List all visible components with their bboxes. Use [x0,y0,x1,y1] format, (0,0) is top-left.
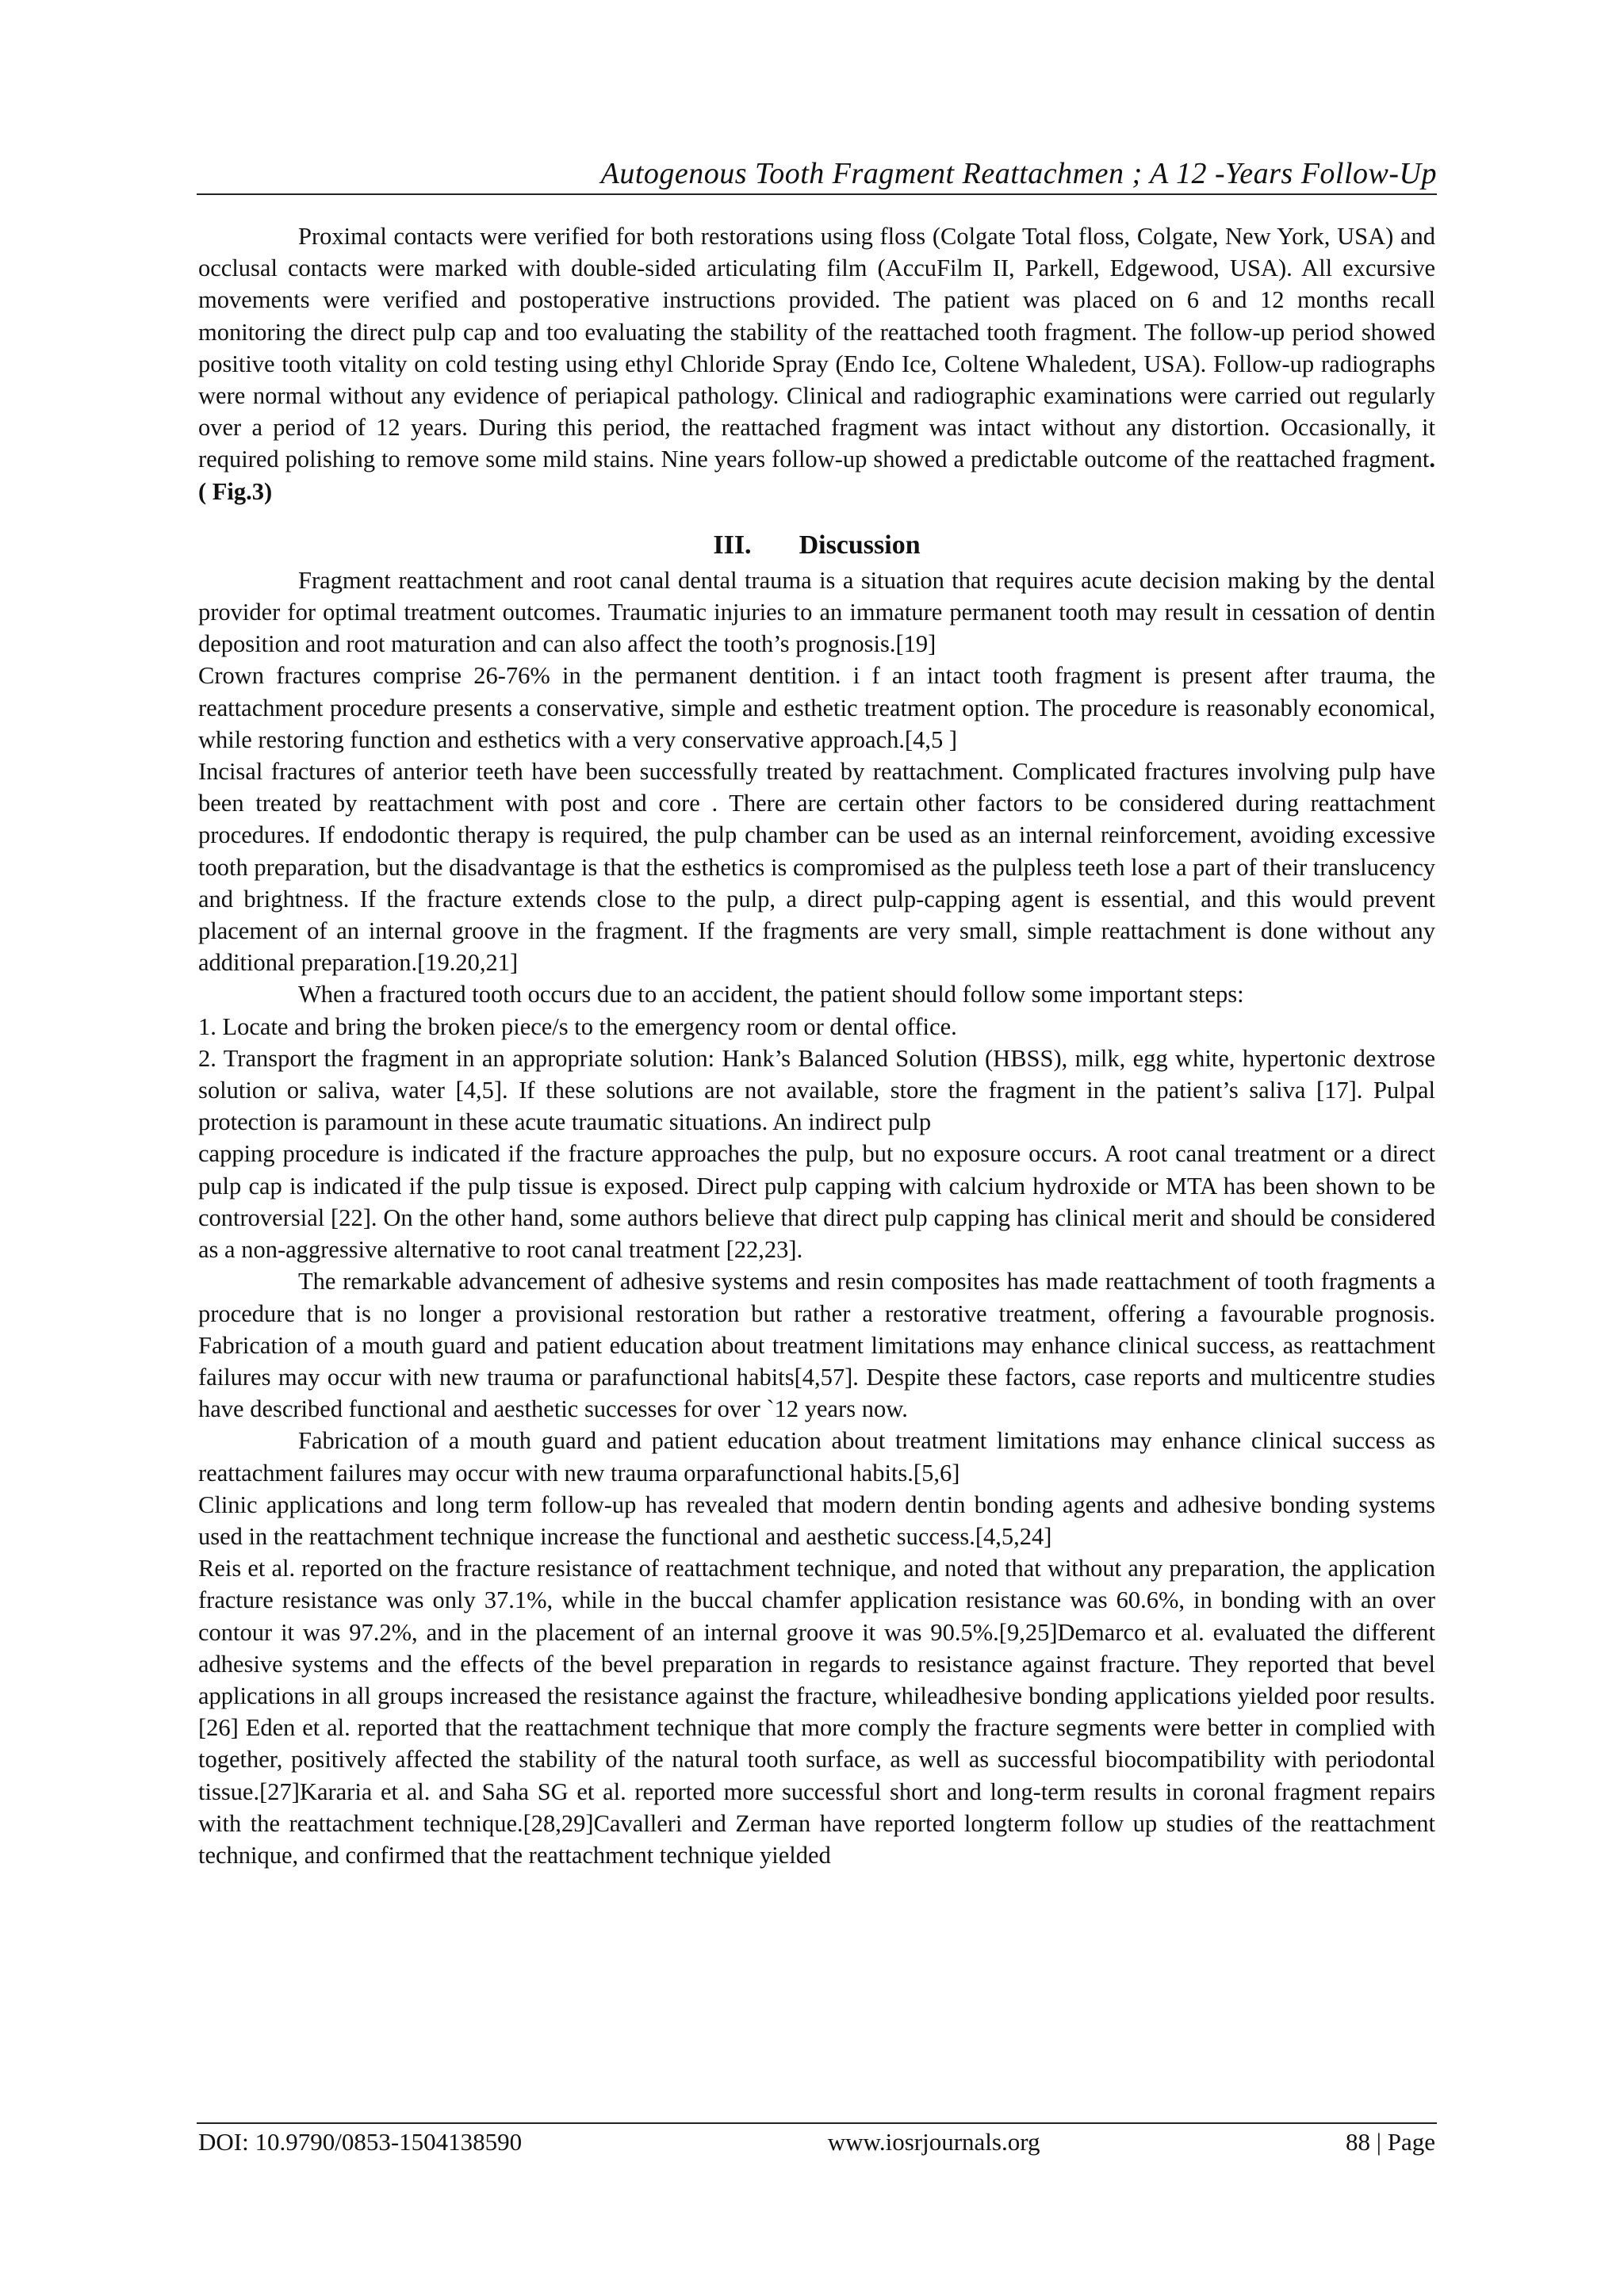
footer-rule [197,2122,1437,2124]
header-rule [197,193,1437,195]
paragraph: Crown fractures comprise 26-76% in the permanent dentition. i f an intact tooth fragment is present after trauma, the reattachment procedure presents a conservative, simple and esthetic treatment option. The procedure is reasonably economical, while restoring function and esthetics with a very conservative approach.[4,5 ] [198,662,1435,753]
paragraph: capping procedure is indicated if the fracture approaches the pulp, but no exposure occurs. A root canal treatment or a direct pulp cap is indicated if the pulp tissue is exposed. Direct pulp capping with calcium hydroxide or MTA has been shown to be controversial [22]. On the other hand, some authors believe that direct pulp capping has clinical merit and should be considered as a non-aggressive alternative to root canal treatment [22,23]. [198,1140,1435,1264]
paragraph: Clinic applications and long term follow-up has revealed that modern dentin bonding agents and adhesive bonding systems used in the reattachment technique increase the functional and aesthetic success.[4,5,24] [198,1490,1435,1550]
article-body [198,220,1435,1871]
page-footer [198,2126,1435,2158]
section-heading [198,530,1435,561]
paragraph: The remarkable advancement of adhesive systems and resin composites has made reattachment of tooth fragments a procedure that is no longer a provisional restoration but rather a restorative treatment, offering a favourable prognosis. Fabrication of a mouth guard and patient education about treatment limitations may enhance clinical success, as reattachment failures may occur with new trauma or parafunctional habits[4,57]. Despite these factors, case reports and multicentre studies have described functional and aesthetic successes for over `12 years now. [198,1268,1435,1423]
paragraph: When a fractured tooth occurs due to an accident, the patient should follow some important steps: [298,981,1244,1008]
paragraph-text: Proximal contacts were verified for both restorations using floss (Colgate Total floss, Colgate, New York, USA) and occlusal contacts were marked with double-sided articulating film (AccuFilm II, Parkell, Edgewood, USA). All excursive movements were verified and postoperative instructions provided. The patient was placed on 6 and 12 months recall monitoring the direct pulp cap and too evaluating the stability of the reattached tooth fragment. The follow-up period showed positive tooth vitality on cold testing using ethyl Chloride Spray (Endo Ice, Coltene Whaledent, USA). Follow-up radiographs were normal without any evidence of periapical pathology. Clinical and radiographic examinations were carried out regularly over a period of 12 years. During this period, the reattached fragment was intact without any distortion. Occasionally, it required polishing to remove some mild stains. Nine years follow-up showed a predictable outcome of the reattached fragment [198,223,1435,473]
page-number: 88 | Page [1346,2128,1435,2156]
paragraph: Fragment reattachment and root canal dental trauma is a situation that requires acute decision making by the dental provider for optimal treatment outcomes. Traumatic injuries to an immature permanent tooth may result in cessation of dentin deposition and root maturation and can also affect the tooth’s prognosis.[19] [198,566,1435,658]
paragraph-followup [198,220,1435,507]
list-item: 1. Locate and bring the broken piece/s to the emergency room or dental office. [198,1012,957,1040]
section-title: Discussion [799,530,921,560]
paragraph: Incisal fractures of anterior teeth have been successfully treated by reattachment. Complicated fractures involving pulp have been treated by reattachment with post and core . There are certain other factors to be considered during reattachment procedures. If endodontic therapy is required, the pulp chamber can be used as an internal reinforcement, avoiding excessive tooth preparation, but the disadvantage is that the esthetics is compromised as the pulpless teeth lose a part of their translucency and brightness. If the fracture extends close to the pulp, a direct pulp-capping agent is essential, and this would prevent placement of an internal groove in the fragment. If the fragments are very small, simple reattachment is done without any additional preparation.[19.20,21] [198,758,1435,977]
doi-text: DOI: 10.9790/0853-1504138590 [198,2128,523,2156]
paragraph: Reis et al. reported on the fracture resistance of reattachment technique, and noted that without any preparation, the application fracture resistance was only 37.1%, while in the buccal chamfer application resistance was 60.6%, in bonding with an over contour it was 97.2%, and in the placement of an internal groove it was 90.5%.[9,25]Demarco et al. evaluated the different adhesive systems and the effects of the bevel preparation in regards to resistance against fracture. They reported that bevel applications in all groups increased the resistance against the fracture, whileadhesive bonding applications yielded poor results.[26] Eden et al. reported that the reattachment technique that more comply the fracture segments were better in complied with together, positively affected the stability of the natural tooth surface, as well as successful biocompatibility with periodontal tissue.[27]Kararia et al. and Saha SG et al. reported more successful short and long-term results in coronal fragment repairs with the reattachment technique.[28,29]Cavalleri and Zerman have reported longterm follow up studies of the reattachment technique, and confirmed that the reattachment technique yielded [198,1555,1435,1869]
website-text: www.iosrjournals.org [827,2128,1040,2156]
paragraph: Fabrication of a mouth guard and patient education about treatment limitations may enhance clinical success as reattachment failures may occur with new trauma orparafunctional habits.[5,6] [198,1427,1435,1487]
list-item: 2. Transport the fragment in an appropriate solution: Hank’s Balanced Solution (HBSS), milk, egg white, hypertonic dextrose solution or saliva, water [4,5]. If these solutions are not available, store the fragment in the patient’s saliva [17]. Pulpal protection is paramount in these acute traumatic situations. An indirect pulp [198,1044,1435,1136]
section-number: III. [713,530,752,560]
figure-reference: .( Fig.3) [198,446,1435,505]
running-header: Autogenous Tooth Fragment Reattachmen ; A 12 -Years Follow-Up [600,157,1437,190]
